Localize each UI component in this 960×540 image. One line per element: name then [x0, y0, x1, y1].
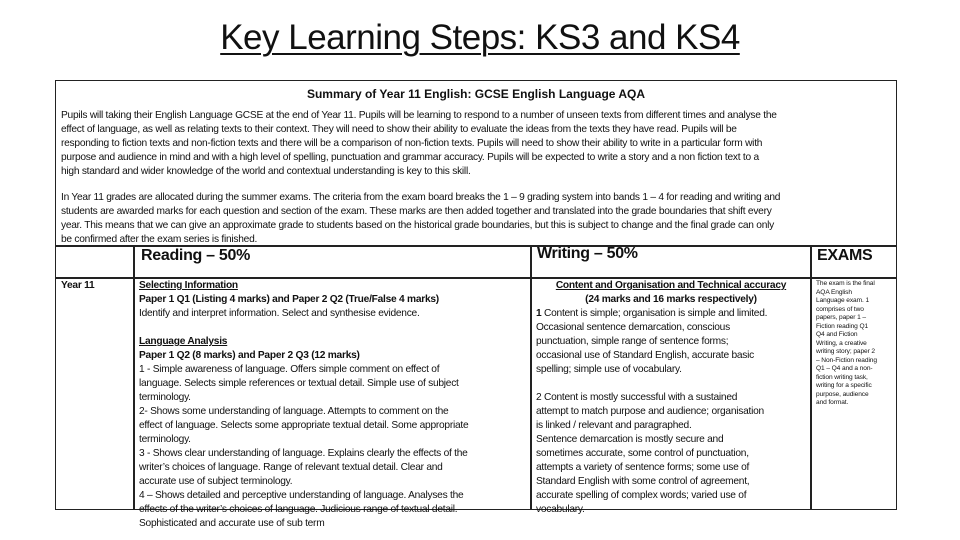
summary-table [55, 80, 897, 529]
text-line: effects of the writer’s choices of language. Judicious range of textual detail. [139, 504, 458, 515]
text-line: sometimes accurate, some control of punctuation, [536, 448, 749, 459]
selecting-information-title: Selecting Information [139, 280, 238, 291]
text-line: 1 - Simple awareness of language. Offers simple comment on effect of [139, 364, 440, 375]
divider [133, 245, 135, 509]
summary-paragraph-1 [61, 109, 777, 179]
text-line: Sophisticated and accurate use of sub term [139, 518, 325, 529]
writing-header: Writing – 50% [537, 245, 638, 262]
text-line: accurate spelling of complex words; varied use of [536, 490, 747, 501]
text-line: vocabulary. [536, 504, 585, 515]
text-line: 2 Content is mostly successful with a sustained [536, 392, 738, 403]
language-analysis-papers: Paper 1 Q2 (8 marks) and Paper 2 Q3 (12 marks) [139, 350, 360, 361]
text-line: 3 - Shows clear understanding of language. Explains clearly the effects of the [139, 448, 468, 459]
text-line: The exam is the final [816, 280, 875, 287]
summary-paragraph-2 [61, 191, 780, 247]
text-line: and format. [816, 399, 849, 406]
text-line: Standard English with some control of agreement, [536, 476, 750, 487]
text-line: attempt to match purpose and audience; organisation [536, 406, 764, 417]
writing-criteria-marks: (24 marks and 16 marks respectively) [585, 294, 757, 305]
text-line: comprises of two [816, 305, 864, 313]
text-line: punctuation, simple range of sentence forms; [536, 336, 729, 347]
band-1-first-line: Content is simple; organisation is simple and limited. [541, 308, 768, 319]
selecting-information-body [139, 307, 468, 321]
language-analysis-body [139, 363, 468, 531]
text-line: high standard and wider knowledge of the world and contextual understanding is key to this skill. [61, 166, 471, 177]
text-line: papers, paper 1 – [816, 314, 866, 321]
language-analysis-title: Language Analysis [139, 336, 228, 347]
text-line: Q1 – Q4 and a non- [816, 365, 873, 372]
text-line: In Year 11 grades are allocated during the summer exams. The criteria from the exam board breaks the 1 – 9 grading system into bands 1 – 4 for reading and writing and [61, 192, 781, 203]
band-1-body [536, 321, 810, 377]
text-line: purpose, audience [816, 390, 869, 398]
summary-heading: Summary of Year 11 English: GCSE English Language AQA [306, 87, 646, 101]
text-line: spelling; simple use of vocabulary. [536, 364, 682, 375]
divider [810, 245, 812, 509]
text-line: Fiction reading Q1 [816, 322, 869, 330]
reading-header: Reading – 50% [141, 247, 251, 264]
band-2-body [536, 391, 810, 517]
selecting-information-papers: Paper 1 Q1 (Listing 4 marks) and Paper 2 Q2 (True/False 4 marks) [139, 294, 439, 305]
text-line: responding to fiction texts and non-fiction texts and there will be a comparison of non-fiction texts. Pupils will need to show their ability to write in a particular form with [61, 138, 763, 149]
exams-header: EXAMS [817, 247, 873, 264]
text-line: Q4 and Fiction [816, 331, 858, 338]
text-line: year. This means that we can give an approximate grade to students based on the historical grade boundaries, but this is subject to change and the final grade can only [61, 220, 774, 231]
text-line: attempts a variety of sentence forms; some use of [536, 462, 750, 473]
year-label: Year 11 [61, 280, 95, 291]
text-line: terminology. [139, 434, 191, 445]
text-line: accurate use of subject terminology. [139, 476, 293, 487]
writing-cell [532, 279, 810, 517]
text-line: writing story; paper 2 [816, 348, 876, 355]
text-line: students are awarded marks for each question and section of the exam. These marks are then added together and translated into the grade boundaries that shift every [61, 206, 772, 217]
text-line: 2- Shows some understanding of language. Attempts to comment on the [139, 406, 449, 417]
reading-cell [139, 279, 468, 531]
text-line: purpose and audience in mind and with a high level of spelling, punctuation and grammar accuracy. Pupils will be expected to write a story and a non fiction text to a [61, 152, 759, 163]
writing-criteria-title: Content and Organisation and Technical accuracy [555, 280, 787, 291]
text-line: Occasional sentence demarcation, conscious [536, 322, 730, 333]
text-line: is linked / relevant and paragraphed. [536, 420, 692, 431]
text-line: writer’s choices of language. Range of relevant textual detail. Clear and [139, 462, 443, 473]
exams-cell [816, 280, 877, 408]
text-line: effect of language. Selects some appropriate textual detail. Some appropriate [139, 420, 469, 431]
text-line: occasional use of Standard English, accurate basic [536, 350, 754, 361]
text-line: effect of language, as well as relating texts to their context. They will need to show their ability to evaluate the ideas from the texts they have read. Pupils will be [61, 124, 737, 135]
text-line: be confirmed after the exam series is finished. [61, 234, 258, 245]
text-line: fiction writing task, [816, 373, 868, 381]
text-line: Identify and interpret information. Select and synthesise evidence. [139, 308, 420, 319]
text-line: 4 – Shows detailed and perceptive understanding of language. Analyses the [139, 490, 464, 501]
band-1-number: 1 [536, 308, 542, 319]
text-line: writing for a specific [816, 382, 872, 389]
text-line: – Non-Fiction reading [816, 356, 877, 364]
text-line: Language exam. 1 [816, 297, 870, 304]
text-line: AQA English [816, 288, 852, 296]
text-line: Sentence demarcation is mostly secure and [536, 434, 724, 445]
slide-title: Key Learning Steps: KS3 and KS4 [220, 18, 740, 57]
text-line: terminology. [139, 392, 191, 403]
text-line: language. Selects simple references or textual detail. Simple use of subject [139, 378, 459, 389]
text-line: Pupils will taking their English Language GCSE at the end of Year 11. Pupils will be learning to respond to a number of unseen texts from different times and analyse the [61, 110, 777, 121]
text-line: Writing, a creative [816, 339, 867, 347]
